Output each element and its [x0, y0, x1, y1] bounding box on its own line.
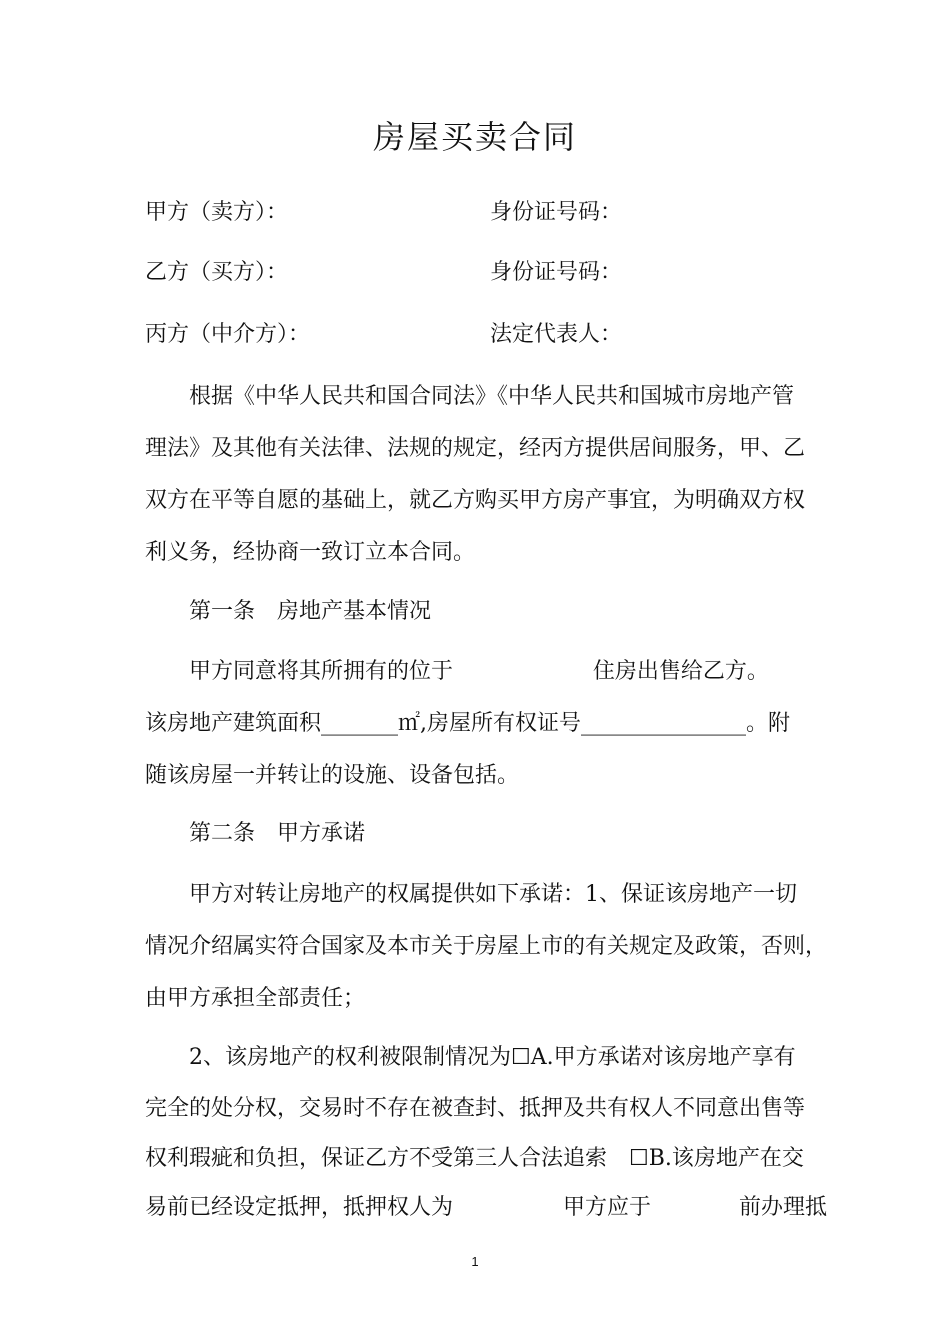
party-a-label: 甲方（卖方）：: [145, 200, 289, 225]
text-line: 由甲方承担全部责任；: [145, 986, 366, 1011]
text-line: 利义务，经协商一致订立本合同。: [145, 540, 476, 565]
section-heading: 第一条 房地产基本情况: [189, 599, 432, 624]
party-b-id-label: 身份证号码：: [490, 260, 623, 285]
text-line: 情况介绍属实符合国家及本市关于房屋上市的有关规定及政策，否则，: [145, 934, 828, 959]
text-line: 理法》及其他有关法律、法规的规定，经丙方提供居间服务，甲、乙: [145, 436, 806, 461]
section-heading: 第二条 甲方承诺: [189, 821, 366, 846]
text-line: 完全的处分权，交易时不存在被查封、抵押及共有权人不同意出售等: [145, 1096, 806, 1121]
text-line: 该房地产建筑面积_______㎡,房屋所有权证号_______________。附: [145, 711, 790, 736]
page-number: 1: [471, 1254, 479, 1269]
text-line: 易前已经设定抵押，抵押权人为 甲方应于 前办理抵: [145, 1195, 828, 1220]
text-line: 权利瑕疵和负担，保证乙方不受第三人合法追索 ☐B.该房地产在交: [145, 1146, 804, 1171]
text-line: 甲方同意将其所拥有的位于 住房出售给乙方。: [189, 659, 769, 684]
party-a-id-label: 身份证号码：: [490, 200, 623, 225]
text-line: 双方在平等自愿的基础上，就乙方购买甲方房产事宜，为明确双方权: [145, 488, 806, 513]
party-b-label: 乙方（买方）：: [145, 260, 289, 285]
party-c-rep-label: 法定代表人：: [490, 322, 623, 347]
document-title: 房屋买卖合同: [372, 118, 577, 156]
party-c-label: 丙方（中介方）：: [145, 322, 311, 347]
text-line: 根据《中华人民共和国合同法》《中华人民共和国城市房地产管: [189, 384, 795, 409]
text-line: 甲方对转让房地产的权属提供如下承诺：1、保证该房地产一切: [189, 882, 797, 907]
text-line: 随该房屋一并转让的设施、设备包括。: [145, 763, 520, 788]
text-line: 2、该房地产的权利被限制情况为☐A.甲方承诺对该房地产享有: [189, 1045, 796, 1070]
